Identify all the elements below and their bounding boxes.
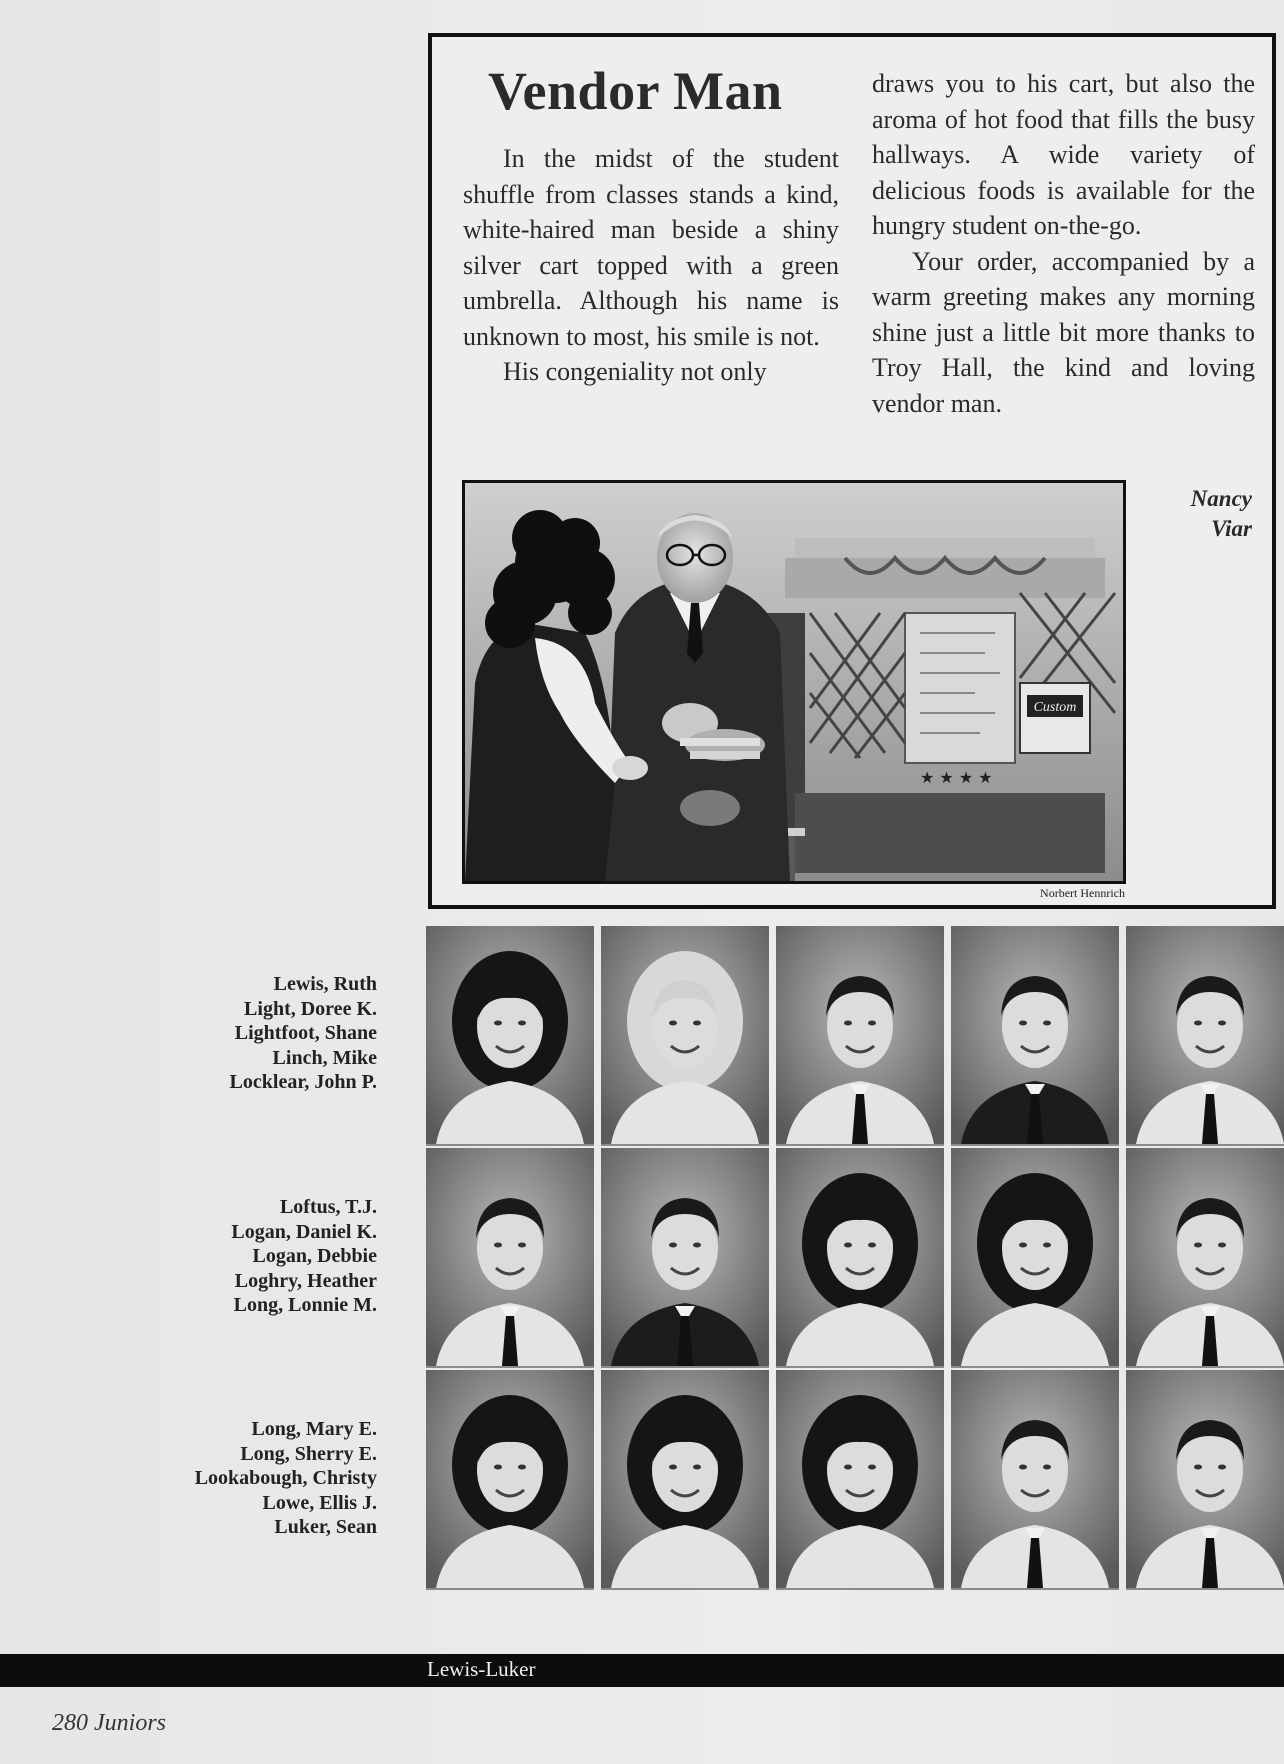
byline-last-name: Viar (1211, 516, 1252, 541)
portrait-illustration (1126, 926, 1284, 1144)
portrait-illustration (1126, 1370, 1284, 1588)
feature-left-column (463, 141, 839, 390)
portrait-illustration (951, 1370, 1119, 1588)
student-name: Lowe, Ellis J. (262, 1491, 377, 1514)
student-portrait (776, 1370, 944, 1590)
name-list-row-2 (137, 1195, 377, 1318)
student-portrait (1126, 1370, 1284, 1590)
student-portrait (426, 926, 594, 1146)
portrait-illustration (951, 926, 1119, 1144)
portrait-grid (426, 926, 1284, 1598)
student-portrait (601, 926, 769, 1146)
portrait-illustration (426, 1370, 594, 1588)
name-list-row-1 (137, 972, 377, 1095)
feature-paragraph: In the midst of the student shuffle from classes stands a kind, white-haired man beside a shiny silver cart topped with a green umbrella. Although his name is unknown to most, his smile is not. (463, 144, 839, 351)
page-number-label: 280 Juniors (52, 1710, 166, 1736)
student-name: Lewis, Ruth (273, 973, 377, 995)
student-name: Lightfoot, Shane (234, 1022, 377, 1044)
student-name: Light, Doree K. (244, 997, 377, 1020)
byline-first-name: Nancy (1190, 486, 1252, 511)
cart-sign-text: Custom (1033, 700, 1077, 715)
svg-text:★ ★ ★ ★: ★ ★ ★ ★ (920, 768, 993, 787)
portrait-illustration (601, 1370, 769, 1588)
student-name: Long, Lonnie M. (233, 1294, 377, 1316)
vendor-photo-illustration (465, 483, 1123, 881)
student-name: Logan, Daniel K. (231, 1220, 377, 1243)
student-portrait (426, 1370, 594, 1590)
portrait-illustration (776, 1148, 944, 1366)
student-name: Locklear, John P. (229, 1071, 377, 1093)
feature-title: Vendor Man (488, 61, 783, 121)
student-name: Logan, Debbie (252, 1245, 377, 1267)
portrait-illustration (1126, 1148, 1284, 1366)
portrait-illustration (426, 1148, 594, 1366)
student-name: Long, Sherry E. (240, 1442, 377, 1465)
portrait-illustration (426, 926, 594, 1144)
student-name: Long, Mary E. (251, 1418, 377, 1440)
student-name: Luker, Sean (274, 1516, 377, 1538)
student-portrait (1126, 1148, 1284, 1368)
feature-paragraph: Your order, accompanied by a warm greeting makes any morning shine just a little bit more thanks to Troy Hall, the kind and loving vendor man. (872, 246, 1255, 418)
portrait-illustration (601, 1148, 769, 1366)
student-portrait (776, 1148, 944, 1368)
student-portrait (776, 926, 944, 1146)
portrait-illustration (776, 1370, 944, 1588)
portrait-illustration (951, 1148, 1119, 1366)
photo-credit: Norbert Hennrich (1040, 886, 1125, 900)
student-portrait (951, 1148, 1119, 1368)
vendor-photo (462, 480, 1126, 884)
byline (1191, 484, 1252, 544)
student-portrait (601, 1148, 769, 1368)
feature-paragraph: His congeniality not only (503, 357, 767, 386)
student-name: Loghry, Heather (234, 1269, 377, 1292)
student-portrait (1126, 926, 1284, 1146)
feature-right-column (872, 66, 1255, 421)
feature-paragraph: draws you to his cart, but also the aroma of hot food that fills the busy hallways. A wide variety of delicious foods is available for the hungry student on-the-go. (872, 69, 1255, 240)
footer-bar (0, 1654, 1284, 1687)
portrait-illustration (776, 926, 944, 1144)
name-list-row-3 (137, 1417, 377, 1540)
student-portrait (951, 926, 1119, 1146)
portrait-illustration (601, 926, 769, 1144)
student-name: Loftus, T.J. (279, 1196, 377, 1218)
student-name: Linch, Mike (272, 1046, 377, 1069)
student-portrait (951, 1370, 1119, 1590)
student-name: Lookabough, Christy (194, 1467, 377, 1489)
student-portrait (601, 1370, 769, 1590)
student-portrait (426, 1148, 594, 1368)
section-range-label: Lewis-Luker (427, 1657, 536, 1681)
